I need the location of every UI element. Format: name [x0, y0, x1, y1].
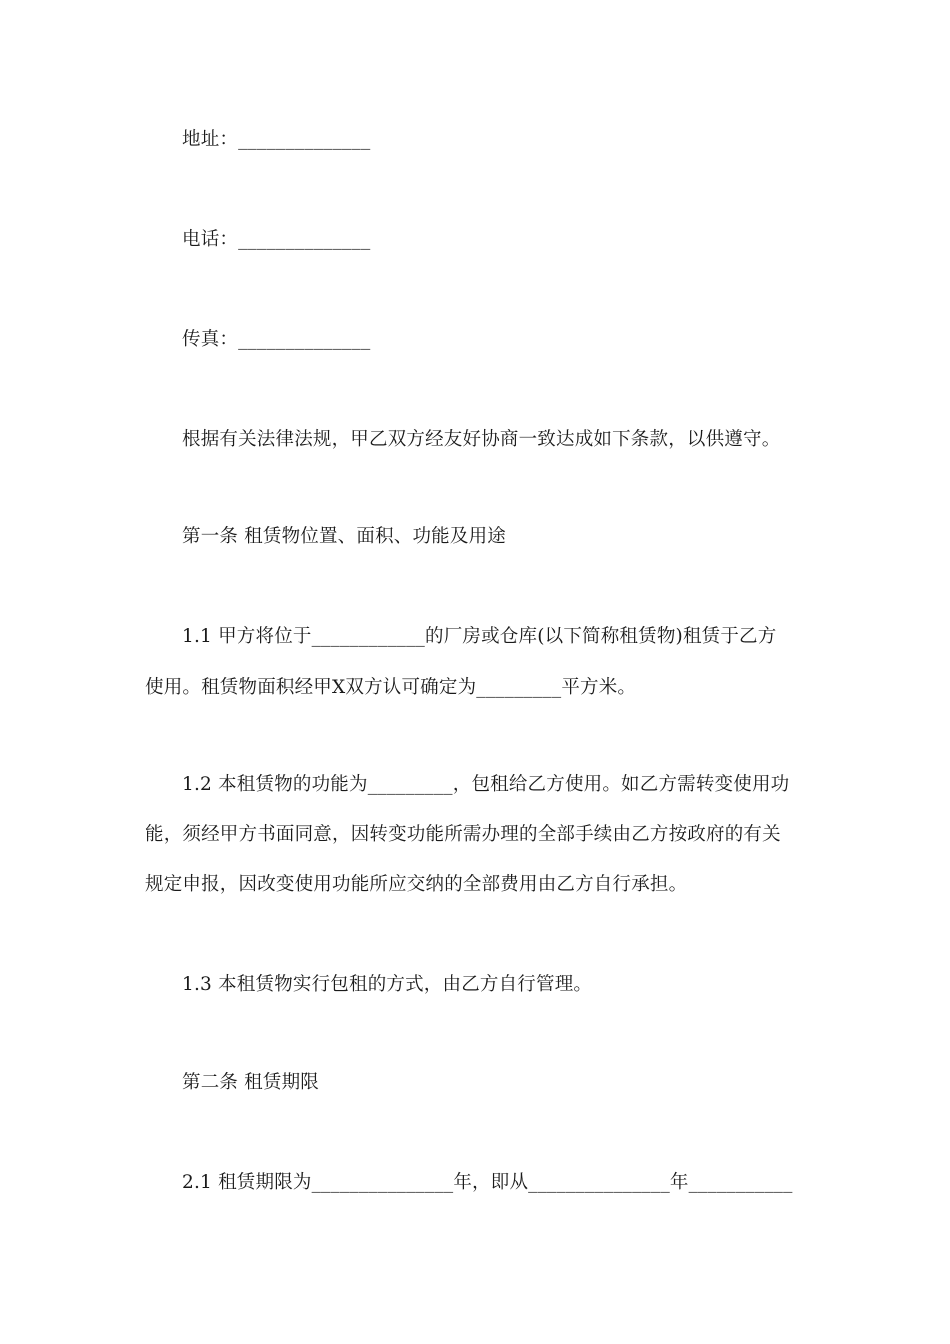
address-line: 地址：______________: [182, 129, 371, 150]
clause-1-2-line-3: 规定申报，因改变使用功能所应交纳的全部费用由乙方自行承担。: [145, 874, 688, 895]
clause-1-2-line-2: 能，须经甲方书面同意，因转变功能所需办理的全部手续由乙方按政府的有关: [145, 824, 781, 845]
article-2-heading: 第二条 租赁期限: [182, 1072, 319, 1093]
article-1-heading: 第一条 租赁物位置、面积、功能及用途: [182, 526, 506, 547]
clause-1-3-line: 1.3 本租赁物实行包租的方式，由乙方自行管理。: [182, 974, 593, 995]
fax-line: 传真：______________: [182, 329, 371, 350]
phone-line: 电话：______________: [182, 229, 371, 250]
clause-1-1-line-1: 1.1 甲方将位于____________的厂房或仓库(以下简称租赁物)租赁于乙方: [182, 626, 777, 647]
clause-2-1-line-1: 2.1 租赁期限为_______________年，即从_______________年___________: [182, 1172, 793, 1193]
clause-1-2-line-1: 1.2 本租赁物的功能为_________，包租给乙方使用。如乙方需转变使用功: [182, 774, 790, 795]
preamble-paragraph: 根据有关法律法规，甲乙双方经友好协商一致达成如下条款，以供遵守。: [182, 429, 781, 450]
clause-1-1-line-2: 使用。租赁物面积经甲X双方认可确定为_________平方米。: [145, 677, 637, 698]
